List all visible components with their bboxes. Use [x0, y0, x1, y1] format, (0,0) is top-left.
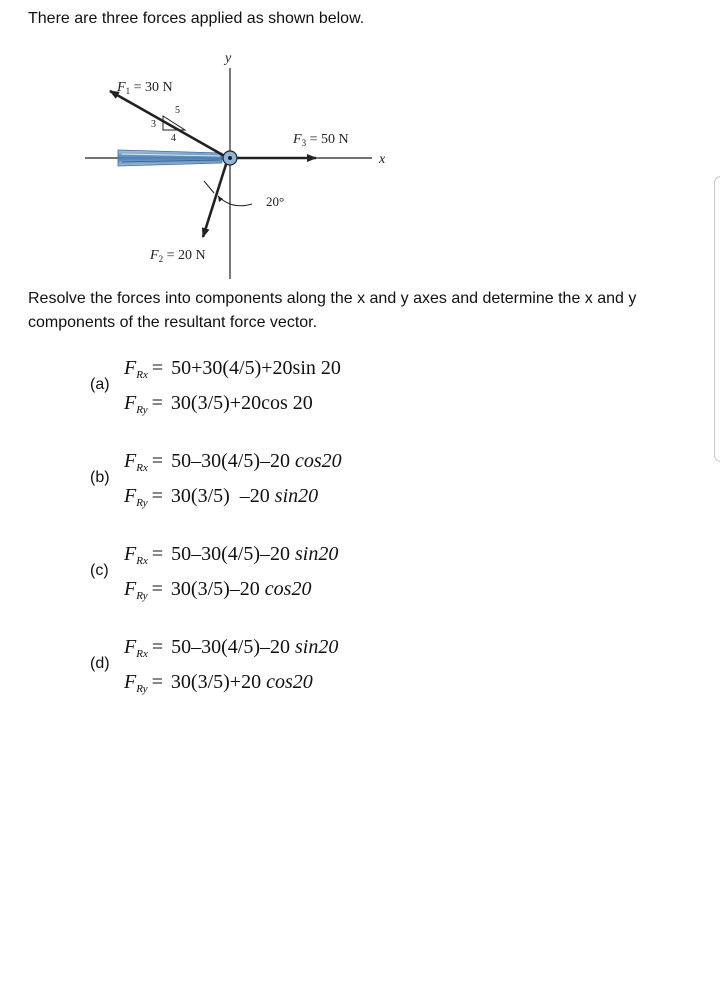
angle-reference-tick — [204, 181, 214, 193]
triangle-vert-label: 3 — [151, 119, 156, 130]
axis-x-label: x — [379, 152, 386, 167]
angle-label: 20° — [266, 194, 285, 209]
angle-arc — [218, 196, 252, 206]
option-letter: (d) — [90, 655, 110, 672]
equation-fry: $F_{Ry} = 30(3/5)+20$ cos20 — [124, 671, 313, 695]
f1-label: $F_1 = 30$ N — [117, 80, 173, 96]
f2-label: $F_2 = 20$ N — [150, 248, 206, 264]
option-letter: (b) — [90, 469, 110, 486]
triangle-horiz-label: 4 — [171, 133, 176, 144]
question-text: Resolve the forces into components along the x and y axes and determine the x and y components of the resultant force vector. — [28, 290, 637, 331]
equation-frx: $F_{Rx} = 50+30(4/5)+20\sin$ 20 — [124, 357, 341, 381]
triangle-hyp-label: 5 — [175, 105, 180, 116]
force-diagram — [0, 40, 420, 285]
equation-frx: $F_{Rx} = 50-30(4/5)-20$ sin20 — [124, 636, 339, 660]
equation-fry: $F_{Ry} = 30(3/5)$ –20 sin20 — [124, 485, 319, 509]
equation-fry: $F_{Ry} = 30(3/5)+20\cos$ 20 — [124, 392, 313, 416]
scrollbar-edge[interactable] — [714, 176, 720, 462]
intro-text: There are three forces applied as shown below. — [28, 10, 365, 27]
f2-arrow — [203, 158, 228, 237]
equation-frx: $F_{Rx} = 50-30(4/5)-20$ sin20 — [124, 543, 339, 567]
axis-y-label: y — [225, 51, 232, 66]
option-letter: (a) — [90, 376, 110, 393]
equation-fry: $F_{Ry} = 30(3/5)-20$ cos20 — [124, 578, 312, 602]
support-member — [118, 150, 222, 166]
f3-label: $F_3 = 50$ N — [293, 132, 349, 148]
f1-arrow — [110, 91, 228, 158]
option-letter: (c) — [90, 562, 109, 579]
equation-frx: $F_{Rx} = 50-30(4/5)-20$ cos20 — [124, 450, 342, 474]
